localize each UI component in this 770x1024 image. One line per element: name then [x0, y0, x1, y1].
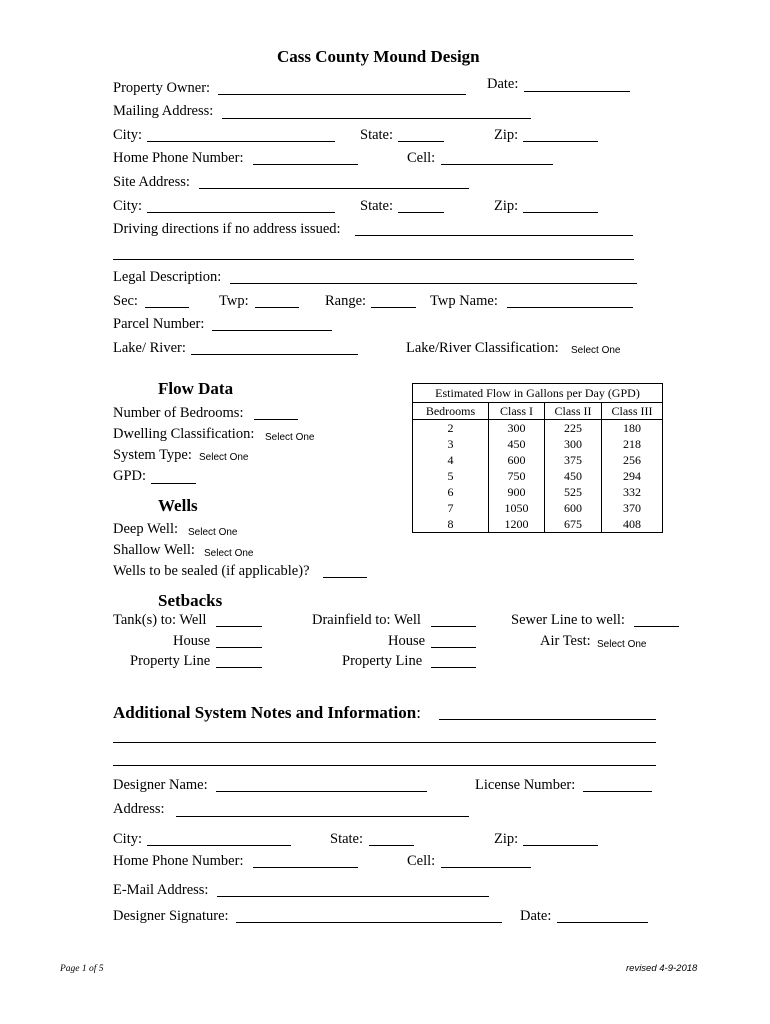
drainfield-well-label: Drainfield to: Well [312, 612, 421, 628]
table-cell: 300 [545, 436, 602, 452]
twp-name-label: Twp Name: [430, 293, 498, 309]
tanks-property-line-label: Property Line [130, 653, 211, 669]
flow-estimate-table [412, 383, 663, 533]
table-cell: 450 [489, 436, 545, 452]
table-cell: 900 [489, 484, 545, 500]
designer-cell-field[interactable] [441, 867, 531, 868]
setbacks-heading: Setbacks [158, 591, 223, 610]
site-address-label: Site Address: [113, 174, 190, 190]
state-field[interactable] [398, 141, 444, 142]
wells-sealed-label: Wells to be sealed (if applicable)? [113, 563, 310, 579]
wells-heading: Wells [158, 496, 198, 515]
table-cell: 750 [489, 468, 545, 484]
table-cell: 218 [602, 436, 663, 452]
zip-field[interactable] [523, 141, 598, 142]
table-row [413, 468, 663, 484]
flow-table-header: Class III [602, 403, 663, 420]
drainfield-property-line-label: Property Line [342, 653, 423, 669]
flow-data-heading: Flow Data [158, 379, 234, 398]
table-row [413, 436, 663, 452]
sewer-line-label: Sewer Line to well: [511, 612, 625, 628]
tanks-house-label: House [173, 633, 211, 649]
sewer-line-field[interactable] [634, 626, 679, 627]
flow-table-header: Class I [489, 403, 545, 420]
shallow-well-label: Shallow Well: [113, 542, 195, 558]
range-field[interactable] [371, 307, 416, 308]
cell-field[interactable] [441, 164, 553, 165]
deep-well-label: Deep Well: [113, 521, 179, 537]
table-cell: 225 [545, 420, 602, 437]
twp-field[interactable] [255, 307, 299, 308]
table-cell: 6 [413, 484, 489, 500]
table-cell: 5 [413, 468, 489, 484]
city-label: City: [113, 127, 143, 143]
table-cell: 8 [413, 516, 489, 533]
table-row [413, 452, 663, 468]
lake-river-classification-select[interactable]: Select One [571, 345, 621, 356]
drainfield-house-field[interactable] [431, 647, 476, 648]
table-cell: 600 [489, 452, 545, 468]
notes-field-line-1[interactable] [439, 719, 656, 720]
range-label: Range: [325, 293, 367, 309]
page-number: Page 1 of 5 [60, 964, 104, 974]
parcel-number-label: Parcel Number: [113, 316, 205, 332]
email-address-field[interactable] [217, 896, 489, 897]
site-zip-label: Zip: [494, 198, 519, 214]
flow-table-header: Class II [545, 403, 602, 420]
additional-notes-heading-text: Additional System Notes and Information [113, 703, 417, 722]
designer-signature-field[interactable] [236, 922, 502, 923]
page-title: Cass County Mound Design [277, 47, 480, 66]
system-type-select[interactable]: Select One [199, 452, 249, 463]
designer-address-label: Address: [113, 801, 165, 817]
drainfield-property-line-field[interactable] [431, 667, 476, 668]
property-owner-label: Property Owner: [113, 80, 211, 96]
bedrooms-label: Number of Bedrooms: [113, 405, 244, 421]
air-test-select[interactable]: Select One [597, 639, 647, 650]
email-address-label: E-Mail Address: [113, 882, 209, 898]
table-cell: 294 [602, 468, 663, 484]
bedrooms-field[interactable] [254, 419, 298, 420]
designer-date-label: Date: [520, 908, 552, 924]
additional-notes-colon: : [416, 703, 421, 722]
designer-address-field[interactable] [176, 816, 469, 817]
designer-zip-field[interactable] [523, 845, 598, 846]
sec-field[interactable] [145, 307, 189, 308]
designer-cell-label: Cell: [407, 853, 436, 869]
drainfield-well-field[interactable] [431, 626, 476, 627]
designer-state-field[interactable] [369, 845, 414, 846]
table-cell: 600 [545, 500, 602, 516]
additional-notes-heading [113, 704, 421, 721]
system-type-label: System Type: [113, 447, 192, 463]
table-cell: 2 [413, 420, 489, 437]
lake-river-field[interactable] [191, 354, 358, 355]
license-number-label: License Number: [475, 777, 576, 793]
designer-home-phone-label: Home Phone Number: [113, 853, 244, 869]
home-phone-field[interactable] [253, 164, 358, 165]
table-row [413, 420, 663, 437]
site-address-field[interactable] [199, 188, 469, 189]
sec-label: Sec: [113, 293, 138, 309]
mailing-address-label: Mailing Address: [113, 103, 214, 119]
table-cell: 300 [489, 420, 545, 437]
parcel-number-field[interactable] [212, 330, 332, 331]
tanks-house-field[interactable] [216, 647, 262, 648]
wells-sealed-field[interactable] [323, 577, 367, 578]
revision-date: revised 4-9-2018 [626, 963, 698, 974]
state-label: State: [360, 127, 394, 143]
table-cell: 408 [602, 516, 663, 533]
lake-river-label: Lake/ River: [113, 340, 186, 356]
flow-table-header-row [413, 403, 663, 420]
flow-table-header: Bedrooms [413, 403, 489, 420]
table-cell: 525 [545, 484, 602, 500]
tanks-property-line-field[interactable] [216, 667, 262, 668]
table-cell: 370 [602, 500, 663, 516]
table-cell: 1200 [489, 516, 545, 533]
directions-field-line-2[interactable] [113, 259, 634, 260]
gpd-label: GPD: [113, 468, 147, 484]
directions-field[interactable] [355, 235, 633, 236]
date-field[interactable] [524, 91, 630, 92]
designer-zip-label: Zip: [494, 831, 519, 847]
site-city-field[interactable] [147, 212, 335, 213]
table-cell: 675 [545, 516, 602, 533]
table-row [413, 500, 663, 516]
designer-signature-label: Designer Signature: [113, 908, 229, 924]
twp-label: Twp: [219, 293, 249, 309]
shallow-well-select[interactable]: Select One [204, 548, 254, 559]
table-cell: 3 [413, 436, 489, 452]
property-owner-field[interactable] [218, 94, 466, 95]
table-cell: 332 [602, 484, 663, 500]
flow-table-caption: Estimated Flow in Gallons per Day (GPD) [413, 384, 663, 403]
designer-home-phone-field[interactable] [253, 867, 358, 868]
table-row [413, 484, 663, 500]
dwelling-classification-label: Dwelling Classification: [113, 426, 255, 442]
table-cell: 7 [413, 500, 489, 516]
table-row [413, 516, 663, 533]
deep-well-select[interactable]: Select One [188, 527, 238, 538]
table-cell: 1050 [489, 500, 545, 516]
tanks-well-label: Tank(s) to: Well [113, 612, 207, 628]
legal-description-label: Legal Description: [113, 269, 222, 285]
notes-field-line-3[interactable] [113, 765, 656, 766]
dwelling-classification-select[interactable]: Select One [265, 432, 315, 443]
designer-city-field[interactable] [147, 845, 291, 846]
cell-label: Cell: [407, 150, 436, 166]
gpd-field[interactable] [151, 483, 196, 484]
designer-city-label: City: [113, 831, 143, 847]
designer-state-label: State: [330, 831, 364, 847]
site-zip-field[interactable] [523, 212, 598, 213]
lake-river-classification-label: Lake/River Classification: [406, 340, 559, 356]
notes-field-line-2[interactable] [113, 742, 656, 743]
designer-date-field[interactable] [557, 922, 648, 923]
drainfield-house-label: House [388, 633, 426, 649]
table-cell: 450 [545, 468, 602, 484]
designer-name-field[interactable] [216, 791, 427, 792]
home-phone-label: Home Phone Number: [113, 150, 244, 166]
city-field[interactable] [147, 141, 335, 142]
table-cell: 180 [602, 420, 663, 437]
air-test-label: Air Test: [540, 633, 591, 649]
legal-description-field[interactable] [230, 283, 637, 284]
site-city-label: City: [113, 198, 143, 214]
table-cell: 4 [413, 452, 489, 468]
site-state-label: State: [360, 198, 394, 214]
directions-label: Driving directions if no address issued: [113, 221, 341, 237]
twp-name-field[interactable] [507, 307, 633, 308]
date-label: Date: [487, 76, 519, 92]
zip-label: Zip: [494, 127, 519, 143]
designer-name-label: Designer Name: [113, 777, 208, 793]
table-cell: 256 [602, 452, 663, 468]
table-cell: 375 [545, 452, 602, 468]
tanks-well-field[interactable] [216, 626, 262, 627]
license-number-field[interactable] [583, 791, 652, 792]
mailing-address-field[interactable] [222, 118, 531, 119]
site-state-field[interactable] [398, 212, 444, 213]
